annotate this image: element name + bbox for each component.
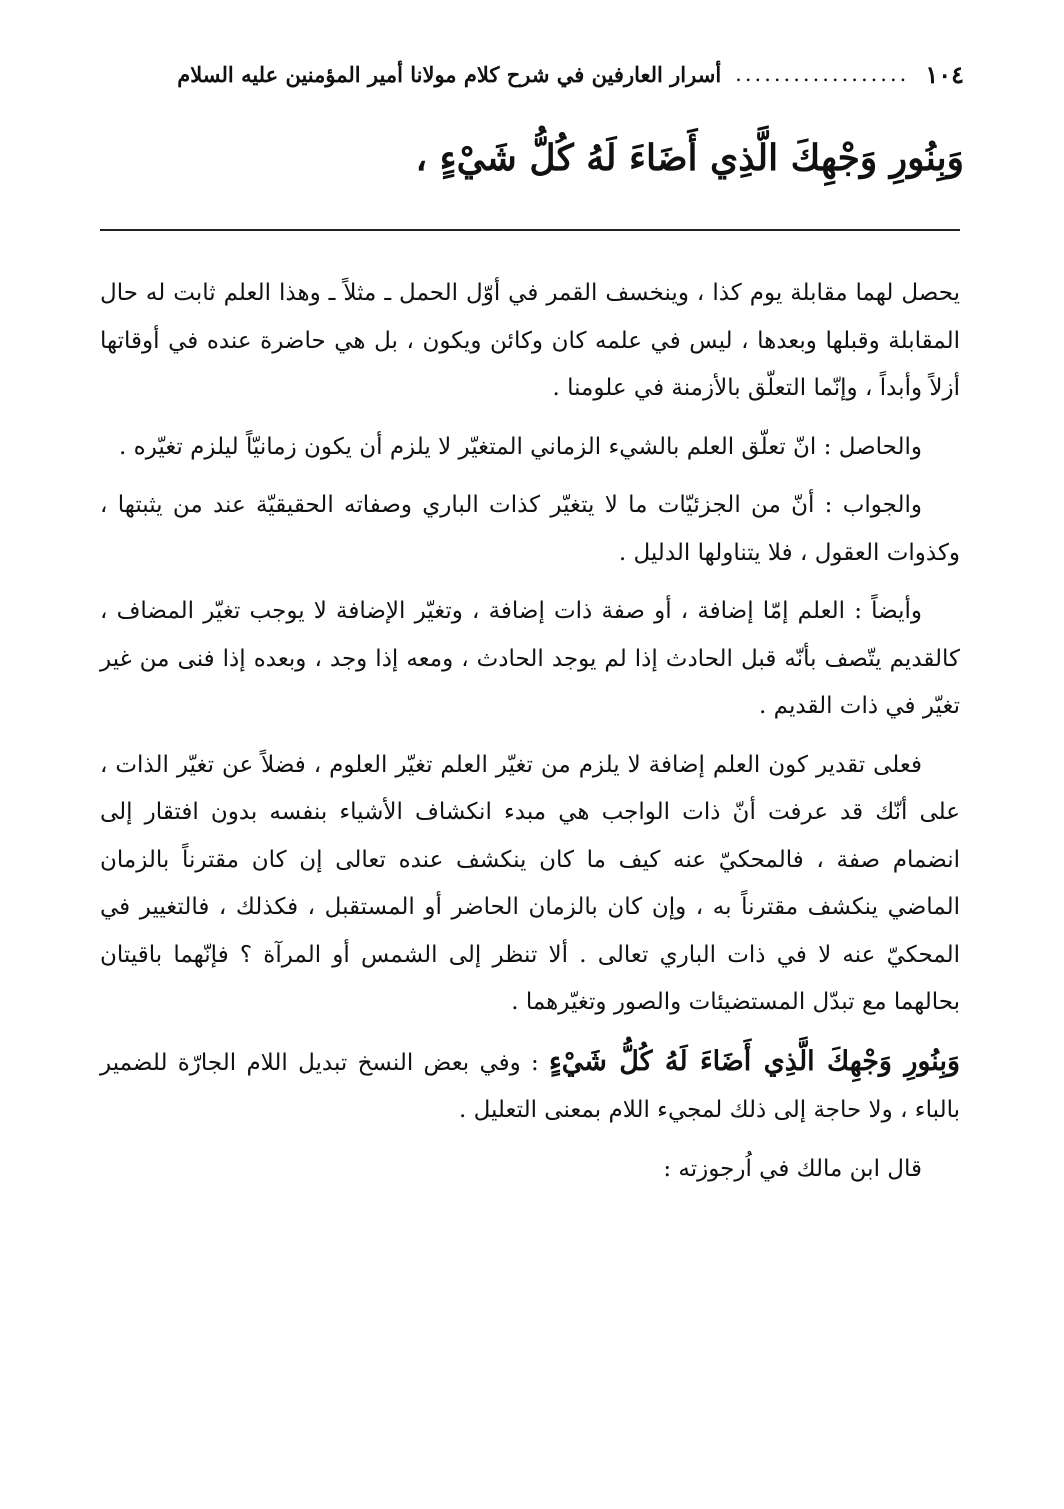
- paragraph: والحاصل : انّ تعلّق العلم بالشيء الزماني المتغيّر لا يلزم أن يكون زمانيّاً ليلزم تغيّره .: [119, 433, 922, 460]
- paragraph: يحصل لهما مقابلة يوم كذا ، وينخسف القمر في أوّل الحمل ـ مثلاً ـ وهذا العلم ثابت له حال المقابلة وقبلها وبعدها ، ليس في علمه كان وكائن ويكون ، بل هي حاضرة عنده في أوقاتها أزلاً وأبداً ، وإنّما التعلّق بالأزمنة في علومنا .: [100, 280, 960, 401]
- body-text: [100, 270, 960, 1204]
- page-number: ١٠٤: [925, 59, 964, 89]
- paragraph: وأيضاً : العلم إمّا إضافة ، أو صفة ذات إضافة ، وتغيّر الإضافة لا يوجب تغيّر المضاف ، كالقديم يتّصف بأنّه قبل الحادث إذا لم يوجد الحادث ، ومعه إذا وجد ، وبعده إذا فنى من غير تغيّر في ذات القديم .: [100, 598, 960, 719]
- title-divider: [100, 229, 960, 231]
- commentary-paragraph: [100, 1038, 960, 1135]
- section-title: وَبِنُورِ وَجْهِكَ الَّذِي أَضَاءَ لَهُ كُلُّ شَيْءٍ ،: [415, 137, 964, 179]
- paragraph: فعلى تقدير كون العلم إضافة لا يلزم من تغيّر العلم تغيّر العلوم ، فضلاً عن تغيّر الذات ، على أنّك قد عرفت أنّ ذات الواجب هي مبدء انكشاف الأشياء بنفسه بدون افتقار إلى انضمام صفة ، فالمحكيّ عنه كيف ما كان ينكشف عنده تعالى إن كان مقترناً بالزمان الماضي ينكشف مقترناً به ، وإن كان بالزمان الحاضر أو المستقبل ، فكذلك ، فالتغيير في المحكيّ عنه لا في ذات الباري تعالى . ألا تنظر إلى الشمس أو المرآة ؟ فإنّهما باقيتان بحالهما مع تبدّل المستضيئات والصور وتغيّرهما .: [100, 751, 960, 1015]
- closing-line: قال ابن مالك في اُرجوزته :: [663, 1155, 922, 1182]
- commentary-text: : وفي بعض النسخ تبديل اللام الجارّة للضمير بالباء ، ولا حاجة إلى ذلك لمجيء اللام بمعنى التعليل .: [100, 1049, 960, 1123]
- quoted-phrase: وَبِنُورِ وَجْهِكَ الَّذِي أَضَاءَ لَهُ كُلُّ شَيْءٍ: [549, 1045, 961, 1077]
- header-leader-dots: ..................: [735, 62, 910, 86]
- paragraph: والجواب : أنّ من الجزئيّات ما لا يتغيّر كذات الباري وصفاته الحقيقيّة عند من يثبتها ، وكذوات العقول ، فلا يتناولها الدليل .: [100, 492, 960, 566]
- running-header: [100, 52, 964, 96]
- book-title: أسرار العارفين في شرح كلام مولانا أمير المؤمنين عليه السلام: [177, 61, 722, 87]
